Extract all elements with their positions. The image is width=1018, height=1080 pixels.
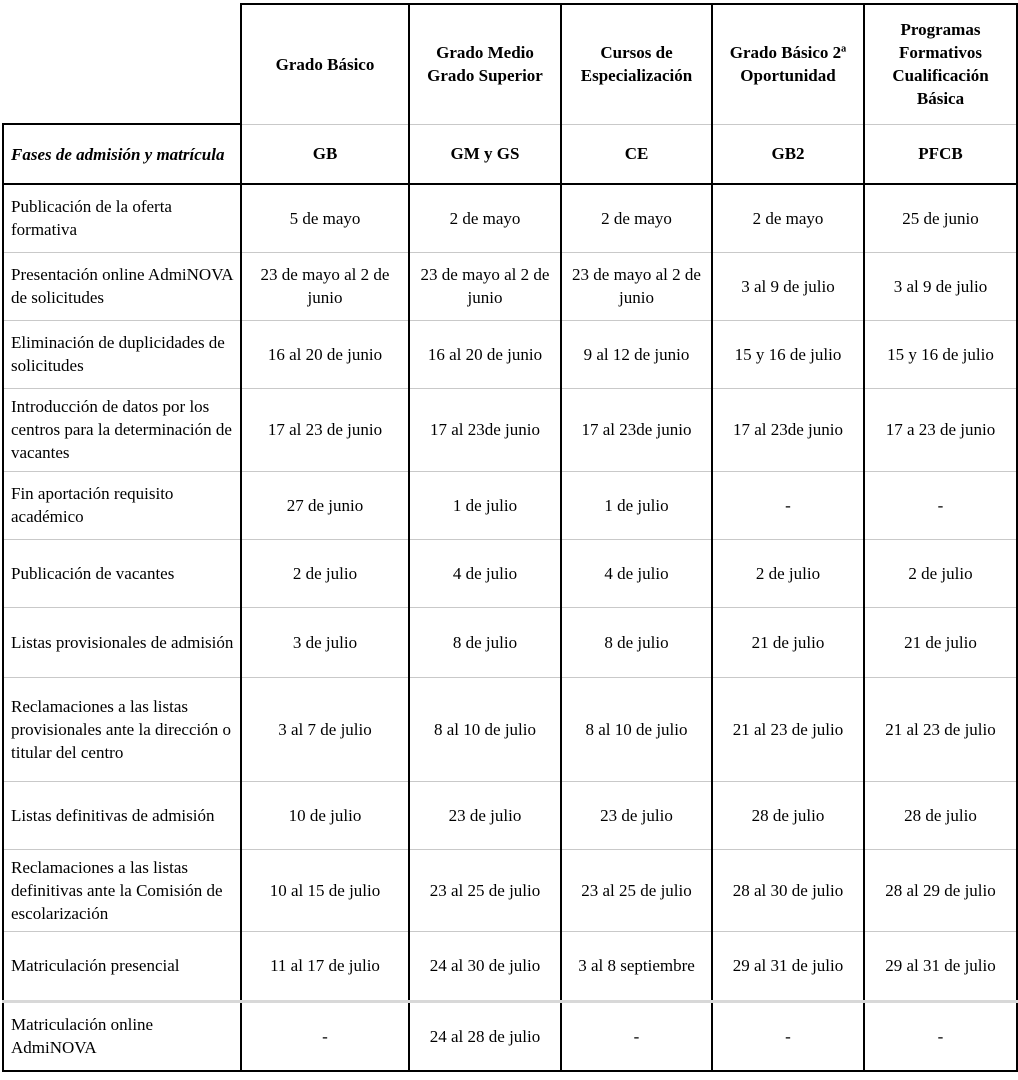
date-cell: 11 al 17 de julio bbox=[241, 931, 409, 1001]
column-title-gb2: Grado Básico 2ª Oportunidad bbox=[712, 4, 864, 124]
date-cell: 10 al 15 de julio bbox=[241, 849, 409, 931]
date-cell: 24 al 30 de julio bbox=[409, 931, 561, 1001]
date-cell: 2 de julio bbox=[241, 539, 409, 607]
date-cell: 21 de julio bbox=[712, 607, 864, 677]
table-row bbox=[3, 471, 1017, 539]
column-code-gb: GB bbox=[241, 124, 409, 184]
date-cell: 23 de mayo al 2 de junio bbox=[241, 252, 409, 320]
date-cell: 2 de mayo bbox=[409, 184, 561, 252]
column-code-gm-gs: GM y GS bbox=[409, 124, 561, 184]
phase-label: Listas provisionales de admisión bbox=[3, 607, 241, 677]
date-cell: - bbox=[561, 1001, 712, 1071]
table-row bbox=[3, 320, 1017, 388]
date-cell: 17 al 23de junio bbox=[409, 388, 561, 471]
date-cell: 3 de julio bbox=[241, 607, 409, 677]
phase-label: Introducción de datos por los centros para la determinación de vacantes bbox=[3, 388, 241, 471]
date-cell: 28 de julio bbox=[864, 781, 1017, 849]
date-cell: 3 al 9 de julio bbox=[864, 252, 1017, 320]
date-cell: 4 de julio bbox=[561, 539, 712, 607]
table-row bbox=[3, 388, 1017, 471]
column-code-gb2: GB2 bbox=[712, 124, 864, 184]
date-cell: - bbox=[712, 1001, 864, 1071]
date-cell: 17 al 23de junio bbox=[561, 388, 712, 471]
table-row bbox=[3, 607, 1017, 677]
phase-label: Presentación online AdmiNOVA de solicitudes bbox=[3, 252, 241, 320]
phase-label: Eliminación de duplicidades de solicitudes bbox=[3, 320, 241, 388]
table-row bbox=[3, 931, 1017, 1001]
phase-label: Matriculación online AdmiNOVA bbox=[3, 1001, 241, 1071]
date-cell: 21 al 23 de julio bbox=[712, 677, 864, 781]
date-cell: 29 al 31 de julio bbox=[712, 931, 864, 1001]
date-cell: 29 al 31 de julio bbox=[864, 931, 1017, 1001]
date-cell: 15 y 16 de julio bbox=[712, 320, 864, 388]
phase-label: Publicación de la oferta formativa bbox=[3, 184, 241, 252]
date-cell: 1 de julio bbox=[409, 471, 561, 539]
date-cell: 3 al 8 septiembre bbox=[561, 931, 712, 1001]
date-cell: 23 de mayo al 2 de junio bbox=[561, 252, 712, 320]
empty-corner-cell bbox=[3, 4, 241, 124]
date-cell: 8 de julio bbox=[409, 607, 561, 677]
table-row bbox=[3, 184, 1017, 252]
date-cell: 17 al 23 de junio bbox=[241, 388, 409, 471]
date-cell: 2 de julio bbox=[712, 539, 864, 607]
date-cell: 23 al 25 de julio bbox=[409, 849, 561, 931]
date-cell: 2 de mayo bbox=[561, 184, 712, 252]
date-cell: 17 a 23 de junio bbox=[864, 388, 1017, 471]
date-cell: 10 de julio bbox=[241, 781, 409, 849]
date-cell: - bbox=[864, 471, 1017, 539]
column-title-gb: Grado Básico bbox=[241, 4, 409, 124]
date-cell: 25 de junio bbox=[864, 184, 1017, 252]
date-cell: 8 al 10 de julio bbox=[561, 677, 712, 781]
date-cell: 21 al 23 de julio bbox=[864, 677, 1017, 781]
date-cell: 27 de junio bbox=[241, 471, 409, 539]
date-cell: 23 de mayo al 2 de junio bbox=[409, 252, 561, 320]
date-cell: 23 al 25 de julio bbox=[561, 849, 712, 931]
date-cell: 2 de julio bbox=[864, 539, 1017, 607]
date-cell: 15 y 16 de julio bbox=[864, 320, 1017, 388]
date-cell: 24 al 28 de julio bbox=[409, 1001, 561, 1071]
column-title-ce: Cursos de Especialización bbox=[561, 4, 712, 124]
phase-label: Reclamaciones a las listas definitivas ante la Comisión de escolarización bbox=[3, 849, 241, 931]
date-cell: 16 al 20 de junio bbox=[241, 320, 409, 388]
date-cell: - bbox=[712, 471, 864, 539]
date-cell: 28 de julio bbox=[712, 781, 864, 849]
phase-label: Reclamaciones a las listas provisionales ante la dirección o titular del centro bbox=[3, 677, 241, 781]
table-row bbox=[3, 781, 1017, 849]
phase-label: Listas definitivas de admisión bbox=[3, 781, 241, 849]
column-code-ce: CE bbox=[561, 124, 712, 184]
date-cell: 4 de julio bbox=[409, 539, 561, 607]
date-cell: - bbox=[864, 1001, 1017, 1071]
header-row-titles bbox=[3, 4, 1017, 124]
phase-column-header: Fases de admisión y matrícula bbox=[3, 124, 241, 184]
phase-label: Fin aportación requisito académico bbox=[3, 471, 241, 539]
date-cell: 8 al 10 de julio bbox=[409, 677, 561, 781]
date-cell: 28 al 30 de julio bbox=[712, 849, 864, 931]
table-row bbox=[3, 539, 1017, 607]
date-cell: 16 al 20 de junio bbox=[409, 320, 561, 388]
date-cell: 8 de julio bbox=[561, 607, 712, 677]
table-row bbox=[3, 849, 1017, 931]
phase-label: Publicación de vacantes bbox=[3, 539, 241, 607]
date-cell: 28 al 29 de julio bbox=[864, 849, 1017, 931]
admission-schedule-table bbox=[2, 3, 1018, 1072]
date-cell: 3 al 7 de julio bbox=[241, 677, 409, 781]
date-cell: 5 de mayo bbox=[241, 184, 409, 252]
column-title-pfcb: Programas Formativos Cualificación Básica bbox=[864, 4, 1017, 124]
column-title-gm-gs bbox=[409, 4, 561, 124]
date-cell: 21 de julio bbox=[864, 607, 1017, 677]
date-cell: 2 de mayo bbox=[712, 184, 864, 252]
column-title-gm-gs-text: Grado Medio Grado Superior bbox=[427, 43, 543, 86]
column-code-pfcb: PFCB bbox=[864, 124, 1017, 184]
table-row bbox=[3, 1001, 1017, 1071]
date-cell: - bbox=[241, 1001, 409, 1071]
date-cell: 3 al 9 de julio bbox=[712, 252, 864, 320]
table-row bbox=[3, 677, 1017, 781]
date-cell: 17 al 23de junio bbox=[712, 388, 864, 471]
header-row-codes bbox=[3, 124, 1017, 184]
date-cell: 9 al 12 de junio bbox=[561, 320, 712, 388]
table-row bbox=[3, 252, 1017, 320]
date-cell: 1 de julio bbox=[561, 471, 712, 539]
date-cell: 23 de julio bbox=[409, 781, 561, 849]
phase-label: Matriculación presencial bbox=[3, 931, 241, 1001]
date-cell: 23 de julio bbox=[561, 781, 712, 849]
